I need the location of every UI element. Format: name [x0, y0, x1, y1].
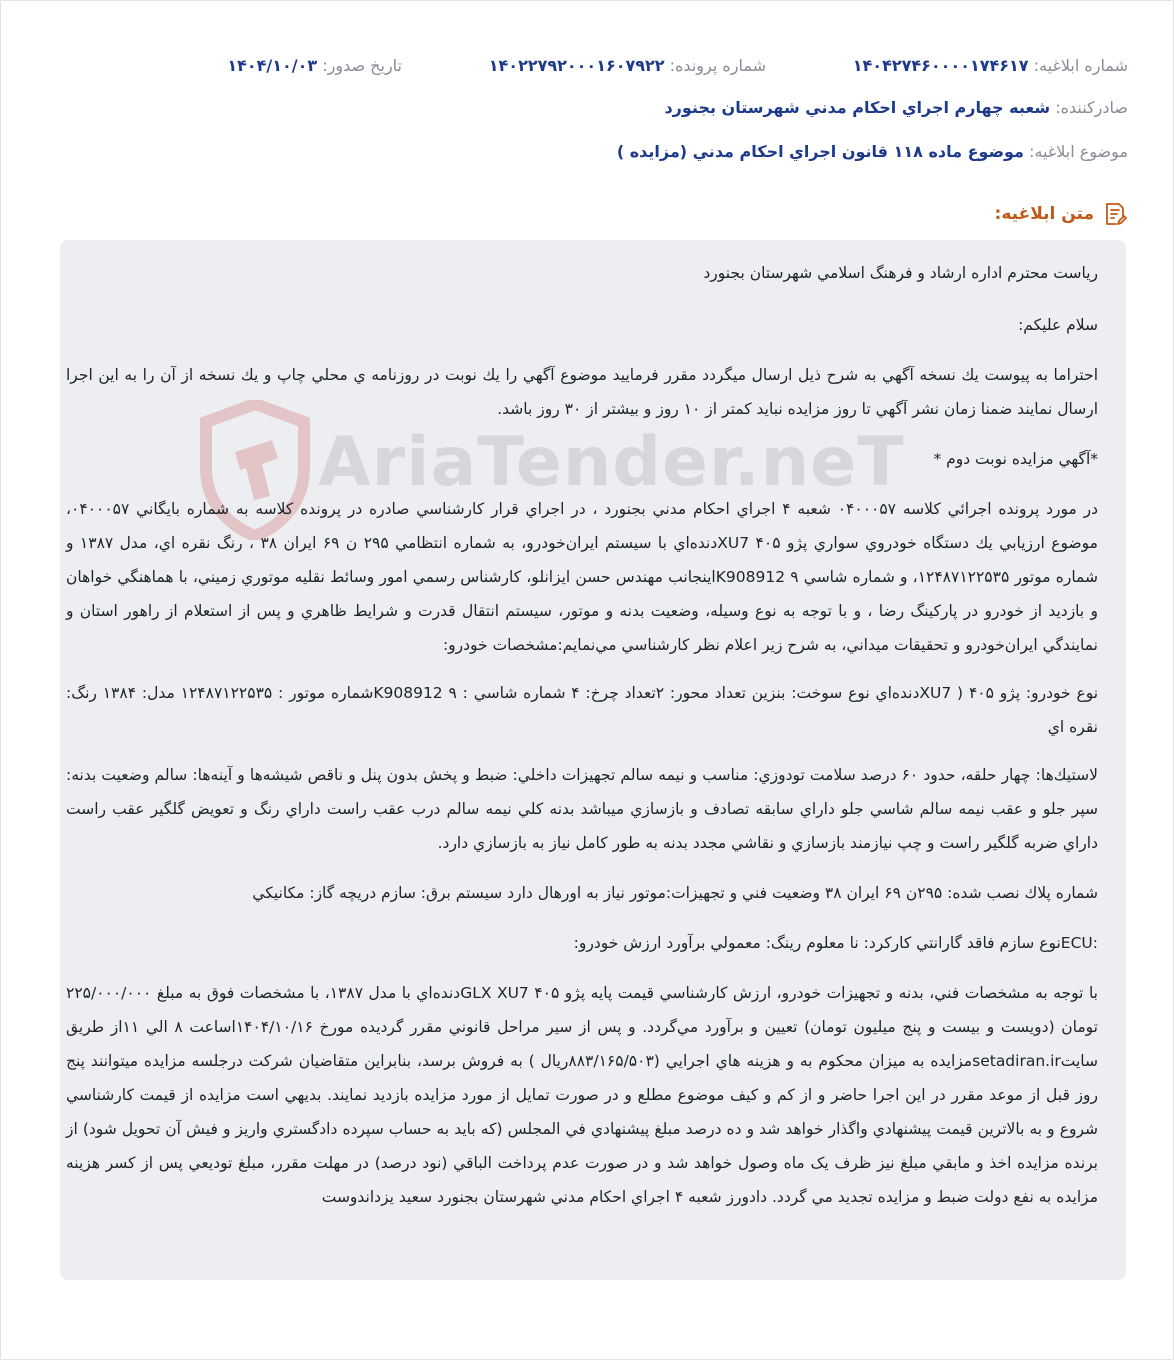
body-vehicle-specs: نوع خودرو: پژو ۴۰۵ ( XU7دنده‌اي نوع سوخت: بنزين تعداد محور: ۲تعداد چرخ: ۴ شماره شاسي : ۹ K908912شماره موتور : ۱۲۴۸۷۱۲۲۵۳۵ مدل: ۱۳۸۴ رنگ: نقره اي: [66, 684, 1099, 736]
body-vehicle-condition: لاستيك‌ها: چهار حلقه، حدود ۶۰ درصد سلامت تودوزي: مناسب و نيمه سالم تجهيزات داخلي: ضبط و پخش بدون پنل و ناقص شيشه‌ها و آينه‌ها: سالم وضعيت بدنه: سپر جلو و عقب نيمه سالم شاسي جلو داراي سابقه تصادف و بازسازي ميباشد بدنه كلي نيمه سالم درب عقب راست داراي رنگ و تعويض گلگير عقب راست داراي ضربه گلگير راست و چپ نيازمند بازسازي و نقاشي مجدد بدنه به طور كامل نياز به بازسازي دارد.: [66, 766, 1098, 852]
issue-date: [227, 56, 402, 75]
issue-date-label: تاريخ صدور:: [322, 56, 402, 75]
body-recipient: رياست محترم اداره ارشاد و فرهنگ اسلامي شهرستان بجنورد: [703, 264, 1098, 282]
body-technical-status: شماره پلاك نصب شده: ۲۹۵ن ۶۹ ايران ۳۸ وضعيت فني و تجهيزات:موتور نياز به اورهال دارد سيستم برق: سازم دريچه گاز: مكانيكي: [252, 884, 1098, 902]
body-greeting: سلام عليکم:: [1018, 316, 1098, 334]
notice-document-icon: [1102, 201, 1128, 227]
file-number-label: شماره پرونده:: [669, 56, 766, 75]
body-announcement-title: *آگهي مزايده نوبت دوم *: [933, 450, 1098, 468]
issue-date-value: ۱۴۰۴/۱۰/۰۳: [227, 56, 318, 75]
body-case-details: در مورد پرونده اجرائي كلاسه ۰۴۰۰۰۵۷ شعبه ۴ اجراي احكام مدني بجنورد ، در اجراي قرار كارشناسي صادره در پرونده كلاسه به شماره بايگاني ۰۴۰۰۰۵۷، موضوع ارزيابي يك دستگاه خودروي سواري پژو ۴۰۵ XU7دنده‌اي با سيستم ايران‌خودرو، به شماره انتظامي ۲۹۵ ن ۶۹ ايران ۳۸ ، رنگ نقره اي، مدل ۱۳۸۷ و شماره موتور ۱۲۴۸۷۱۲۲۵۳۵، و شماره شاسي ۹ K908912اينجانب مهندس حسن ايزانلو، كارشناس رسمي امور وسائط نقليه موتوري زميني، با هماهنگي خواهان و بازديد از خودرو در پاركينگ رضا ، و با توجه به نوع وسيله، وضعيت بدنه و موتور، سيستم انتقال قدرت و شرايط ظاهري و پس از استعلام از راهور استان و نمايندگي ايران‌خودرو و تحقيقات ميداني، به شرح زير اعلام نظر كارشناسي مي‌نمايم:مشخصات خودرو:: [66, 500, 1099, 654]
watermark-text: AriaTender.neT: [318, 423, 905, 502]
issuer-label: صادرکننده:: [1055, 98, 1128, 117]
notice-number: [853, 56, 1128, 75]
notice-text-heading: [995, 200, 1128, 228]
subject-value: موضوع ماده ۱۱۸ قانون اجراي احكام مدني (مزايده ): [616, 142, 1024, 161]
notice-text-title: متن ابلاغيه:: [994, 204, 1094, 224]
body-ecu-info: :ECUنوع سازم فاقد گارانتي كاركرد: نا معلوم رينگ: معمولي برآورد ارزش خودرو:: [573, 934, 1098, 952]
file-number-value: ۱۴۰۲۲۷۹۲۰۰۰۱۶۰۷۹۲۲: [488, 56, 665, 75]
body-request: احتراما به پيوست يك نسخه آگهي به شرح ذيل ارسال ميگردد مقرر فرماييد موضوع آگهي را يك نوبت در روزنامه ي محلي چاپ و يك نسخه از آن را به اين اجرا ارسال نمايند ضمنا زمان نشر آگهي تا روز مزايده نبايد كمتر از ۱۰ روز و بيشتر از ۳۰ روز باشد.: [66, 366, 1098, 418]
subject-line: [617, 142, 1128, 161]
header-meta-row: [40, 56, 1128, 84]
notice-number-label: شماره ابلاغيه:: [1033, 56, 1128, 75]
file-number: [489, 56, 766, 75]
subject-label: موضوع ابلاغيه:: [1029, 142, 1128, 161]
body-valuation-auction: با توجه به مشخصات فني، بدنه و تجهيزات خودرو، ارزش كارشناسي قيمت پايه پژو ۴۰۵ GLX XU7دنده‌اي با مدل ۱۳۸۷، با مشخصات فوق به مبلغ ۲۲۵/۰۰۰/۰۰۰ تومان (دويست و بيست و پنج ميليون تومان) تعيين و برآورد مي‌گردد. و پس از سير مراحل قانوني مقرر گرديده مورخ ۱۴۰۴/۱۰/۱۶اساعت ۸ الي ۱۱از طريق سايتsetadiran.irمزايده به ميزان محکوم به و هزينه هاي اجرايي (۸۸۳/۱۶۵/۵۰۳ريال ) به فروش برسد، بنابراين متقاضيان شركت درجلسه مزايده ميتوانند پنج روز قبل از موعد مقرر در اين اجرا حاضر و از كم و كيف موضوع مطلع و در صورت تمايل از مورد مزايده بازديد نمايند. بديهي است مزايده از قيمت كارشناسي شروع و به بالاترين قيمت پيشنهادي واگذار خواهد شد و ده درصد مبلغ پيشنهادي في المجلس (كه بايد به حساب سپرده دادگستري واريز و فيش آن تحويل شود) از برنده مزايده اخذ و مابقي مبلغ نيز ظرف يک ماه وصول خواهد شد و در صورت عدم پرداخت الباقي (نود درصد) در مهلت مقرر، مبلغ توديعي پس از كسر هزينه مزايده به نفع دولت ضبط و مزايده تجديد مي گردد. دادورز شعبه ۴ اجراي احكام مدني شهرستان بجنورد سعيد يزداندوست: [66, 984, 1099, 1206]
notice-number-value: ۱۴۰۴۲۷۴۶۰۰۰۰۱۷۴۶۱۷: [852, 56, 1029, 75]
issuer-value: شعبه چهارم اجراي احکام مدني شهرستان بجنورد: [664, 98, 1051, 117]
issuer-line: [664, 98, 1128, 117]
